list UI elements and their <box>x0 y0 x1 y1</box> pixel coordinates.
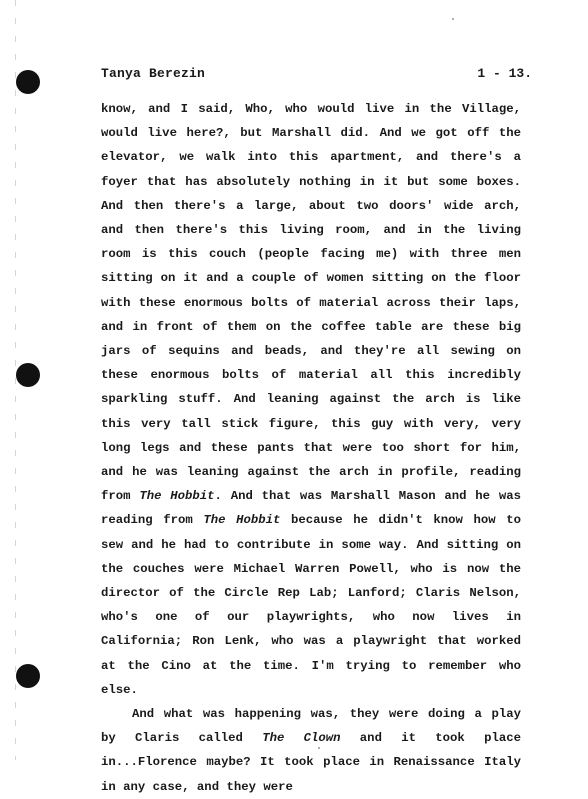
punch-hole-bottom <box>16 664 40 688</box>
paragraph-text: because he didn't know how to sew and he had to contribute in some way. And sitting on the couches were Michael Warren Powell, who is now the director of the Circle Rep Lab; Lanford; Claris Nelson, who's one of our playwrights, who now lives in California; Ron Lenk, who was a playwright that worked at the Cino at the time. I'm trying to remember who else. <box>101 513 522 697</box>
header-page-number: 1 - 13. <box>477 66 532 81</box>
paragraph-text: know, and I said, Who, who would live in the Village, would live here?, but Marshall did. And we got off the elevator, we walk into this apartment, and there's a foyer that has absolutely nothing in it but some boxes. And then there's a large, about two doors' wide arch, and then there's this living room, and in the living room is this couch (people facing me) with three men sitting on it and a couple of women sitting on the floor with these enormous bolts of material across their laps, and in front of them on the coffee table are these big jars of sequins and beads, and they're all sewing on these enormous bolts of material all this incredibly sparkling stuff. And leaning against the arch is like this very tall stick figure, this guy with very, very long legs and these pants that were too short for him, and he was leaning against the arch in profile, reading from <box>101 102 521 504</box>
transcript-paragraph <box>101 97 521 702</box>
paper-speck <box>452 18 454 20</box>
transcript-body <box>101 97 521 799</box>
paragraph-text: and it took place in...Florence maybe? It took place in Renaissance Italy in any case, and they were <box>101 731 521 794</box>
paragraph-text: And what was happening was, they were doing a play by Claris called <box>101 707 521 746</box>
page-edge-line <box>15 0 16 760</box>
paragraph-text: . And that was Marshall Mason and he was reading from <box>101 489 521 528</box>
italic-title: The Clown <box>262 731 341 746</box>
header-author-name: Tanya Berezin <box>101 66 206 81</box>
transcript-paragraph <box>101 702 521 799</box>
italic-title: The Hobbit <box>203 513 281 528</box>
punch-hole-middle <box>16 363 40 387</box>
punch-hole-top <box>16 70 40 94</box>
italic-title: The Hobbit <box>139 489 215 504</box>
